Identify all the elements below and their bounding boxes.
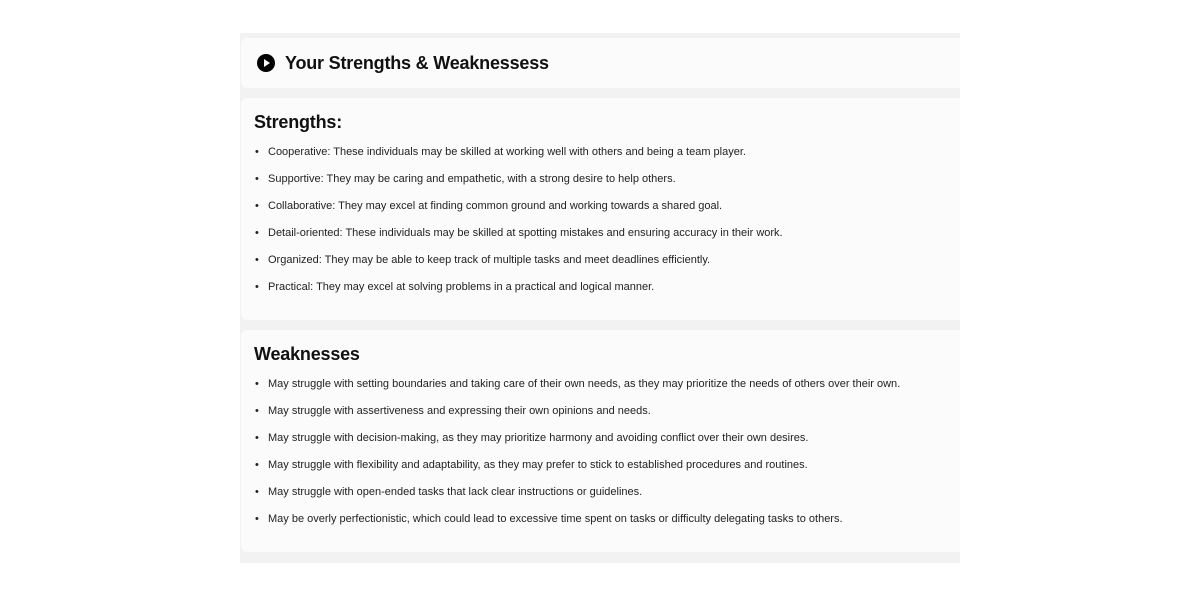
list-item: • May struggle with open-ended tasks that lack clear instructions or guidelines. [255,486,643,498]
section-header[interactable] [241,38,960,88]
list-item: • Practical: They may excel at solving problems in a practical and logical manner. [255,281,655,293]
bullet-icon: • [255,513,259,525]
weaknesses-heading: Weaknesses [254,344,360,364]
list-item: • Cooperative: These individuals may be skilled at working well with others and being a team player. [255,146,746,158]
bullet-icon: • [255,173,259,185]
strengths-weaknesses-panel [240,33,960,563]
list-item: • Organized: They may be able to keep track of multiple tasks and meet deadlines efficiently. [255,254,711,266]
bullet-icon: • [255,281,259,293]
page-title: Your Strengths & Weaknessess [285,52,549,73]
list-item: • Collaborative: They may excel at finding common ground and working towards a shared goal. [255,200,723,212]
bullet-icon: • [255,146,259,158]
weaknesses-list [255,376,900,538]
bullet-icon: • [255,486,259,498]
list-item: • May struggle with decision-making, as they may prioritize harmony and avoiding conflict over their own desires. [255,432,809,444]
strengths-heading: Strengths: [254,112,343,132]
bullet-icon: • [255,405,259,417]
bullet-icon: • [255,200,259,212]
list-item: • Detail-oriented: These individuals may be skilled at spotting mistakes and ensuring accuracy in their work. [255,227,783,239]
bullet-icon: • [255,432,259,444]
bullet-icon: • [255,459,259,471]
list-item: • May struggle with flexibility and adaptability, as they may prefer to stick to established procedures and routines. [255,459,808,471]
list-item: • May be overly perfectionistic, which could lead to excessive time spent on tasks or difficulty delegating tasks to others. [255,513,843,525]
list-item: • Supportive: They may be caring and empathetic, with a strong desire to help others. [255,173,676,185]
bullet-icon: • [255,378,259,390]
bullet-icon: • [255,227,259,239]
weaknesses-card [241,330,960,552]
strengths-card [241,98,960,320]
strengths-list [255,144,783,306]
list-item: • May struggle with assertiveness and expressing their own opinions and needs. [255,405,651,417]
play-circle-icon[interactable] [257,54,275,72]
list-item: • May struggle with setting boundaries and taking care of their own needs, as they may prioritize the needs of others over their own. [255,378,901,390]
bullet-icon: • [255,254,259,266]
